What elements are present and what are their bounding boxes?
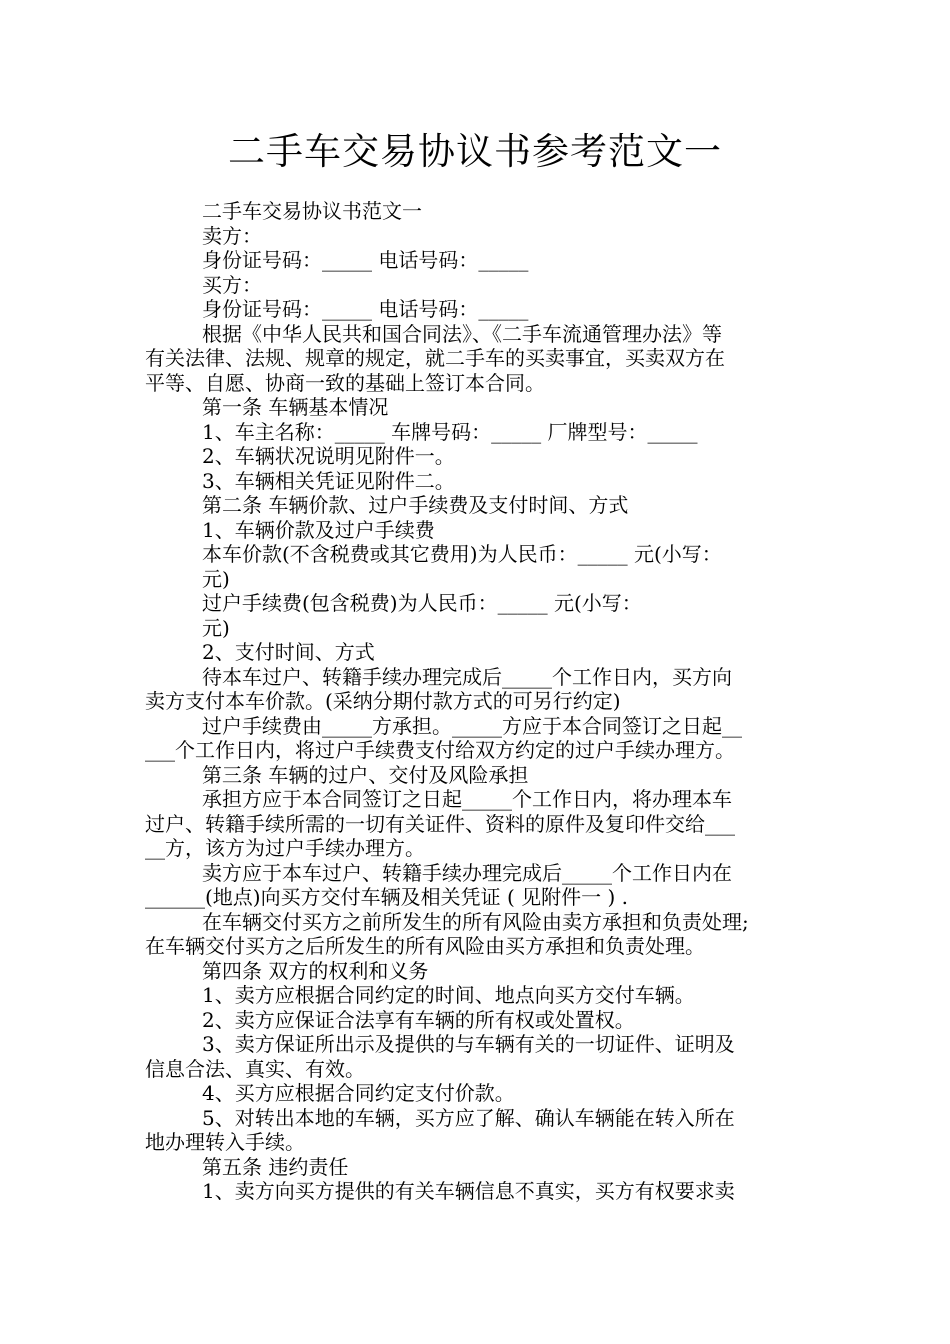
document-line: 2、支付时间、方式 — [202, 640, 375, 664]
document-line: 本车价款(不含税费或其它费用)为人民币：_____ 元(小写： — [202, 542, 722, 566]
document-line: 地办理转入手续。 — [145, 1130, 305, 1154]
document-line: 身份证号码：_____ 电话号码：_____ — [202, 248, 529, 272]
document-line: 买方： — [202, 272, 262, 297]
document-line: ______(地点)向买方交付车辆及相关凭证 ( 见附件一 ) . — [145, 885, 628, 909]
document-line: 4、买方应根据合同约定支付价款。 — [202, 1081, 515, 1105]
document-title: 二手车交易协议书参考范文一 — [228, 130, 722, 173]
document-line: ___个工作日内，将过户手续费支付给双方约定的过户手续办理方。 — [145, 738, 735, 762]
document-line: 在车辆交付买方之后所发生的所有风险由买方承担和负责处理。 — [145, 934, 705, 958]
document-line: 元) — [202, 566, 230, 591]
document-line: 1、卖方向买方提供的有关车辆信息不真实，买方有权要求卖 — [202, 1179, 735, 1203]
document-line: 过户手续费由_____方承担。_____方应于本合同签订之日起__ — [202, 713, 742, 738]
document-line: 3、卖方保证所出示及提供的与车辆有关的一切证件、证明及 — [202, 1032, 735, 1056]
document-line: __方，该方为过户手续办理方。 — [145, 836, 425, 860]
document-line: 2、车辆状况说明见附件一。 — [202, 444, 455, 468]
document-line: 过户、转籍手续所需的一切有关证件、资料的原件及复印件交给___ — [145, 811, 735, 836]
document-line: 1、卖方应根据合同约定的时间、地点向买方交付车辆。 — [202, 983, 695, 1007]
document-line: 在车辆交付买方之前所发生的所有风险由卖方承担和负责处理; — [202, 909, 749, 934]
document-line: 3、车辆相关凭证见附件二。 — [202, 468, 455, 493]
document-line: 1、车辆价款及过户手续费 — [202, 517, 435, 542]
document-line: 卖方应于本车过户、转籍手续办理完成后_____个工作日内在 — [202, 860, 732, 885]
document-line: 二手车交易协议书范文一 — [202, 199, 422, 223]
document-line: 第四条 双方的权利和义务 — [202, 958, 429, 983]
document-line: 元) — [202, 615, 230, 640]
document-line: 根据《中华人民共和国合同法》、《二手车流通管理办法》等 — [202, 321, 722, 346]
document-line: 2、卖方应保证合法享有车辆的所有权或处置权。 — [202, 1007, 635, 1032]
document-line: 有关法律、法规、规章的规定，就二手车的买卖事宜，买卖双方在 — [145, 346, 725, 370]
document-line: 5、对转出本地的车辆，买方应了解、确认车辆能在转入所在 — [202, 1105, 735, 1130]
document-line: 第二条 车辆价款、过户手续费及支付时间、方式 — [202, 493, 629, 517]
document-line: 1、车主名称：_____ 车牌号码：_____ 厂牌型号：_____ — [202, 419, 698, 444]
document-line: 第三条 车辆的过户、交付及风险承担 — [202, 762, 529, 787]
document-line: 待本车过户、转籍手续办理完成后_____个工作日内，买方向 — [202, 664, 732, 689]
document-line: 平等、自愿、协商一致的基础上签订本合同。 — [145, 370, 545, 395]
document-line: 身份证号码：_____ 电话号码：_____ — [202, 297, 529, 321]
document-line: 信息合法、真实、有效。 — [145, 1056, 365, 1081]
document-body — [145, 199, 813, 1204]
document-line: 过户手续费(包含税费)为人民币：_____ 元(小写： — [202, 591, 642, 615]
document-line: 第一条 车辆基本情况 — [202, 395, 389, 419]
document-line: 承担方应于本合同签订之日起_____个工作日内，将办理本车 — [202, 787, 732, 811]
document-line: 卖方： — [202, 223, 262, 248]
document-line: 第五条 违约责任 — [202, 1154, 349, 1179]
document-line: 卖方支付本车价款。(采纳分期付款方式的可另行约定) — [145, 689, 621, 713]
